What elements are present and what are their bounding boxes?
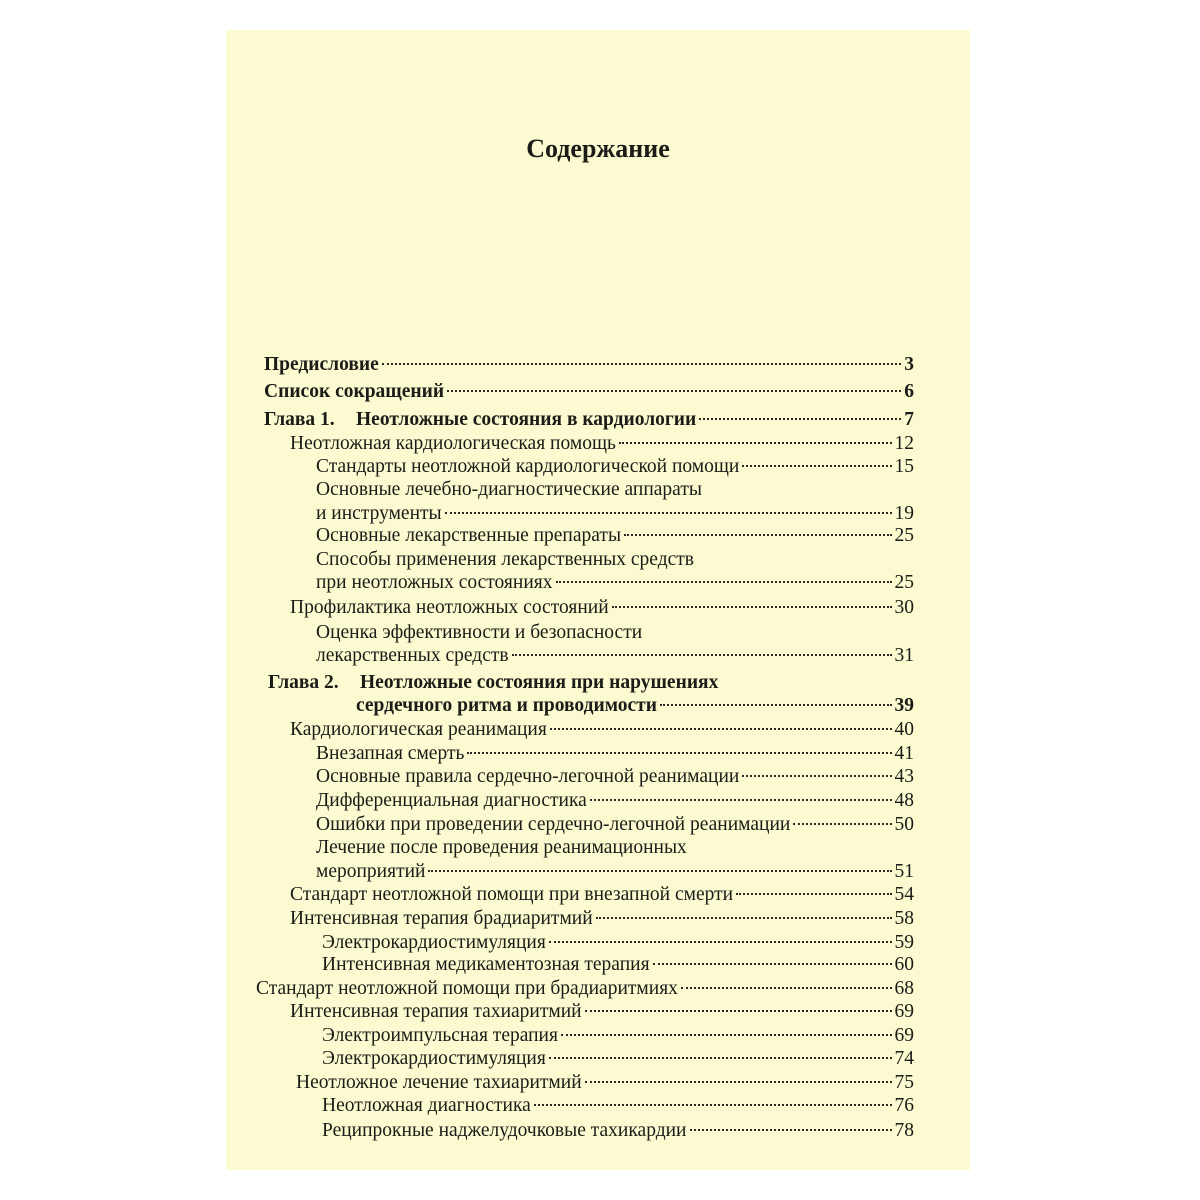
toc-entry-text: мероприятий [316,861,426,882]
toc-entry-text: Оценка эффективности и безопасности [316,622,643,643]
toc-entry-text: Интенсивная терапия тахиаритмий [290,1001,582,1022]
toc-entry [256,977,914,1001]
toc-page-number: 30 [894,597,914,618]
dot-leader [681,987,892,989]
toc-page-number: 7 [904,409,914,430]
toc-entry [290,432,914,456]
dot-leader [660,704,892,706]
toc-entry [264,380,914,404]
toc-entry-label [316,836,687,860]
toc-entry-label [290,907,593,931]
dot-leader [736,893,891,895]
toc-page-number: 25 [894,572,914,593]
toc-entry [316,621,642,645]
toc-entry-label [264,380,444,404]
toc-entry-text: Неотложные состояния при нарушениях [360,672,719,693]
toc-entry-text: Внезапная смерть [316,743,465,764]
toc-entry-text: Лечение после проведения реанимационных [316,837,687,858]
dot-leader [793,823,891,825]
toc-entry-text: Основные правила сердечно-легочной реанимации [316,766,740,787]
dot-leader [556,581,892,583]
toc-page-number: 6 [904,381,914,402]
book-page [226,30,970,1170]
dot-leader [382,363,901,365]
toc-page-number: 69 [894,1025,914,1046]
toc-entry-label [322,1024,558,1048]
toc-page-number: 3 [904,354,914,375]
dot-leader [742,465,891,467]
toc-entry-label [316,502,442,526]
chapter-number: Глава 1. [264,409,335,430]
toc-entry [316,571,914,595]
dot-leader [512,654,892,656]
toc-page-number: 68 [894,978,914,999]
toc-entry [322,1047,914,1071]
toc-entry [316,548,694,572]
dot-leader [699,418,901,420]
dot-leader [624,534,891,536]
toc-entry [356,694,914,718]
toc-entry-label [316,644,509,668]
toc-entry-label [290,718,547,742]
toc-entry [322,1094,914,1118]
toc-page-number: 59 [894,932,914,953]
toc-entry-label [256,977,678,1001]
toc-entry-label [290,883,733,907]
toc-entry [296,1071,914,1095]
toc-page-number: 12 [894,433,914,454]
toc-page-number: 78 [894,1120,914,1141]
toc-entry-text: Стандарты неотложной кардиологической помощи [316,456,740,477]
toc-page-number: 76 [894,1095,914,1116]
toc-entry [290,718,914,742]
toc-page-number: 75 [894,1072,914,1093]
toc-entry-label [316,765,739,789]
toc-entry-text: при неотложных состояниях [316,572,553,593]
toc-page-number: 25 [894,525,914,546]
toc-entry-label [316,789,587,813]
toc-entry-label [296,1071,582,1095]
toc-entry-text: Интенсивная терапия брадиаритмий [290,908,593,929]
toc-entry-text: Электроимпульсная терапия [322,1025,558,1046]
toc-entry-text: Способы применения лекарственных средств [316,549,695,570]
toc-entry-label [322,953,650,977]
toc-entry [316,502,914,526]
toc-entry-text: Электрокардиостимуляция [322,1048,546,1069]
toc-entry [316,455,914,479]
dot-leader [690,1129,892,1131]
toc-entry-label [316,548,694,572]
toc-page-number: 15 [894,456,914,477]
toc-entry-label [316,478,702,502]
toc-entry-label [290,596,609,620]
toc-entry-text: Неотложные состояния в кардиологии [356,409,697,430]
toc-entry [290,883,914,907]
toc-entry-text: Неотложное лечение тахиаритмий [296,1072,582,1093]
toc-entry-text: Основные лечебно-диагностические аппараты [316,479,702,500]
toc-entry-text: Кардиологическая реанимация [290,719,547,740]
toc-entry-text: сердечного ритма и проводимости [356,695,657,716]
chapter-number: Глава 2. [268,672,339,693]
toc-entry [264,408,914,432]
dot-leader [561,1034,892,1036]
dot-leader [585,1010,892,1012]
toc-entry [316,644,914,668]
toc-entry-text: Интенсивная медикаментозная терапия [322,954,650,975]
toc-entry [322,1119,914,1143]
toc-page-number: 48 [894,790,914,811]
toc-page-number: 69 [894,1001,914,1022]
toc-entry-text: Ошибки при проведении сердечно-легочной реанимации [316,814,791,835]
toc-entry-label [290,1000,582,1024]
toc-entry-label [322,1047,546,1071]
toc-page-number: 74 [894,1048,914,1069]
toc-entry [290,907,914,931]
toc-entry-label [264,353,379,377]
dot-leader [585,1081,892,1083]
toc-entry-label [322,931,546,955]
toc-entry [290,1000,914,1024]
toc-entry-text: Предисловие [264,354,379,375]
dot-leader [549,1057,892,1059]
toc-page-number: 51 [894,861,914,882]
toc-entry-text: Неотложная диагностика [322,1095,531,1116]
toc-page-number: 54 [894,884,914,905]
toc-entry [322,1024,914,1048]
dot-leader [550,728,892,730]
toc-entry [316,478,702,502]
toc-entry-label [322,1119,687,1143]
toc-entry-text: Список сокращений [264,381,445,402]
toc-entry-text: Профилактика неотложных состояний [290,597,609,618]
toc-entry-text: Стандарт неотложной помощи при брадиаритмиях [256,978,678,999]
toc-page-number: 40 [894,719,914,740]
dot-leader [619,442,892,444]
toc-entry [316,813,914,837]
toc-page-number: 31 [894,645,914,666]
toc-entry [316,836,687,860]
toc-entry-label [316,571,553,595]
toc-entry [316,860,914,884]
toc-entry-text: Стандарт неотложной помощи при внезапной смерти [290,884,734,905]
toc-page-number: 50 [894,814,914,835]
toc-page-number: 41 [894,743,914,764]
toc-entry [268,671,718,695]
toc-entry-text: и инструменты [316,503,442,524]
dot-leader [428,870,891,872]
toc-entry-text: Реципрокные наджелудочковые тахикардии [322,1120,687,1141]
toc-page-number: 58 [894,908,914,929]
toc-entry-label [316,621,642,645]
toc-entry-label [322,1094,531,1118]
toc-entry-label [268,671,718,695]
toc-entry-label [264,408,696,432]
toc-entry [316,789,914,813]
toc-entry-label [316,455,739,479]
toc-entry-label [356,694,657,718]
toc-entry [316,524,914,548]
dot-leader [612,606,892,608]
toc-entry-text: Электрокардиостимуляция [322,932,546,953]
toc-entry [264,353,914,377]
dot-leader [447,390,901,392]
dot-leader [590,799,892,801]
dot-leader [534,1104,892,1106]
dot-leader [467,752,891,754]
toc-entry-label [316,742,464,766]
toc-page-number: 60 [894,954,914,975]
dot-leader [596,917,892,919]
dot-leader [549,941,892,943]
toc-page-number: 19 [894,503,914,524]
toc-entry-text: Основные лекарственные препараты [316,525,622,546]
toc-entry-label [316,813,790,837]
toc-entry-label [316,860,425,884]
dot-leader [445,512,892,514]
toc-entry [316,765,914,789]
toc-entry-text: Неотложная кардиологическая помощь [290,433,616,454]
page-title: Содержание [526,134,670,163]
toc-entry-label [290,432,616,456]
toc-entry-label [316,524,621,548]
dot-leader [653,963,892,965]
toc-entry [290,596,914,620]
toc-page-number: 43 [894,766,914,787]
toc-entry-text: лекарственных средств [316,645,509,666]
dot-leader [742,775,891,777]
toc-entry [322,953,914,977]
toc-entry-text: Дифференциальная диагностика [316,790,587,811]
toc-page-number: 39 [894,695,914,716]
toc-entry [322,931,914,955]
toc-entry [316,742,914,766]
